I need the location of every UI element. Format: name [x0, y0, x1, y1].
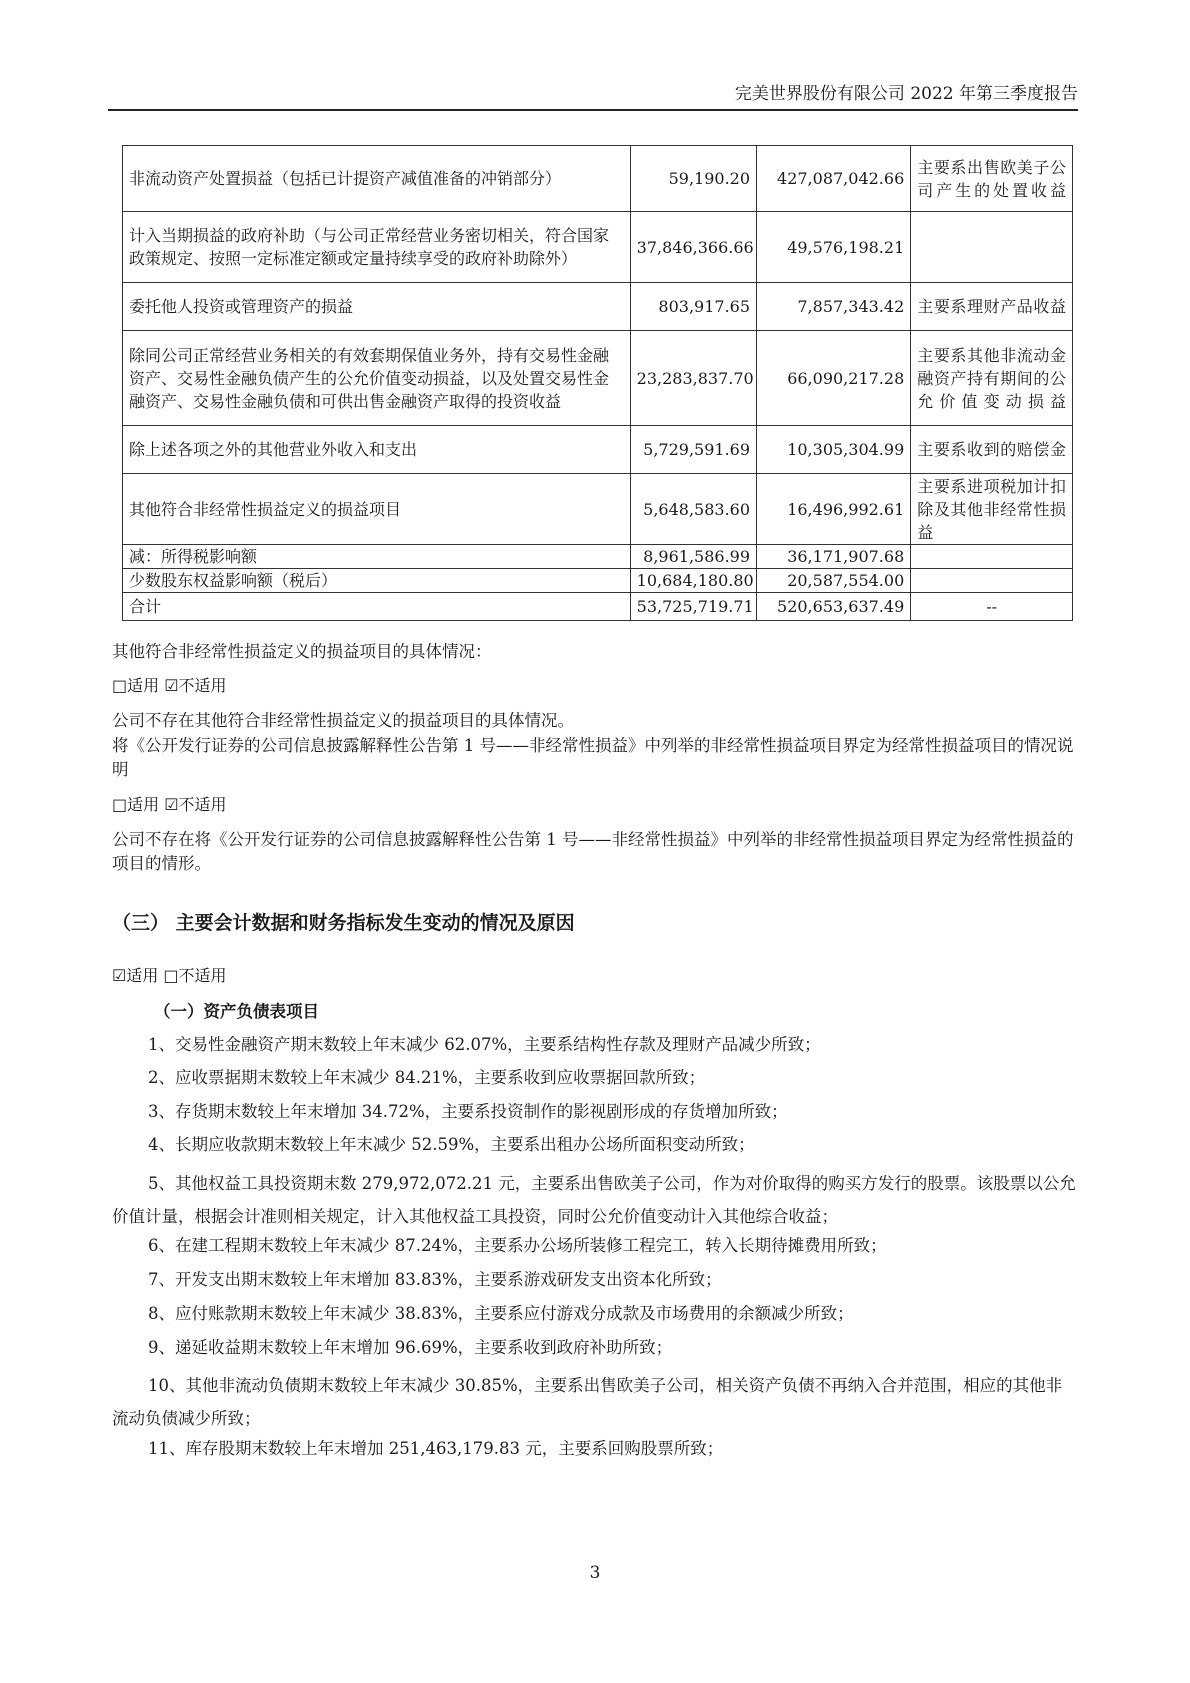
page-number: 3	[589, 1563, 601, 1583]
row-q3-value: 8,961,586.99	[630, 545, 756, 569]
list-item-text: 8、应付账款期末数较上年末减少 38.83%，主要系应付游戏分成款及市场费用的余额减少所致；	[148, 1304, 854, 1323]
table-row	[123, 212, 1073, 283]
row-q3-value: 10,684,180.80	[630, 569, 756, 593]
list-item	[112, 1302, 1077, 1326]
table-row	[123, 593, 1073, 621]
row-ytd-value: 20,587,554.00	[757, 569, 911, 593]
table-row	[123, 283, 1073, 331]
row-ytd-value: 16,496,992.61	[757, 474, 911, 545]
checkbox-line: ☑适用 □不适用	[112, 966, 227, 985]
list-item	[112, 1167, 1077, 1233]
list-item	[112, 1033, 1077, 1057]
table-row	[123, 426, 1073, 474]
row-note: 主要系收到的赔偿金	[911, 426, 1073, 474]
row-ytd-value: 7,857,343.42	[757, 283, 911, 331]
list-item-text: 6、在建工程期末数较上年末减少 87.24%，主要系办公场所装修工程完工，转入长期待摊费用所致；	[148, 1236, 887, 1255]
row-note: --	[911, 593, 1073, 621]
checkbox-line: □适用 ☑不适用	[112, 676, 227, 695]
row-item: 计入当期损益的政府补助（与公司正常经营业务密切相关，符合国家政策规定、按照一定标准定额或定量持续享受的政府补助除外）	[123, 212, 631, 283]
list-item	[112, 1234, 1077, 1258]
row-ytd-value: 36,171,907.68	[757, 545, 911, 569]
list-item-text: 10、其他非流动负债期末数较上年末减少 30.85%，主要系出售欧美子公司，相关资产负债不再纳入合并范围，相应的其他非流动负债减少所致；	[112, 1376, 1063, 1428]
row-q3-value: 37,846,366.66	[630, 212, 756, 283]
row-q3-value: 23,283,837.70	[630, 331, 756, 426]
list-item-text: 7、开发支出期末数较上年末增加 83.83%，主要系游戏研发支出资本化所致；	[148, 1270, 722, 1289]
list-item	[112, 1100, 1077, 1124]
table-row	[123, 545, 1073, 569]
table-row	[123, 146, 1073, 212]
row-item: 非流动资产处置损益（包括已计提资产减值准备的冲销部分）	[123, 146, 631, 212]
report-header: 完美世界股份有限公司 2022 年第三季度报告	[734, 84, 1078, 104]
row-note	[911, 569, 1073, 593]
subsection-heading: （一）资产负债表项目	[154, 1002, 319, 1021]
row-item: 其他符合非经常性损益定义的损益项目	[123, 474, 631, 545]
row-ytd-value: 520,653,637.49	[757, 593, 911, 621]
row-note	[911, 212, 1073, 283]
row-note: 主要系理财产品收益	[911, 283, 1073, 331]
row-item: 除上述各项之外的其他营业外收入和支出	[123, 426, 631, 474]
list-item-text: 3、存货期末数较上年末增加 34.72%，主要系投资制作的影视剧形成的存货增加所致；	[148, 1102, 788, 1121]
list-item-text: 11、库存股期末数较上年末增加 251,463,179.83 元，主要系回购股票所致；	[148, 1439, 724, 1458]
row-ytd-value: 66,090,217.28	[757, 331, 911, 426]
row-item: 除同公司正常经营业务相关的有效套期保值业务外，持有交易性金融资产、交易性金融负债产生的公允价值变动损益，以及处置交易性金融资产、交易性金融负债和可供出售金融资产取得的投资收益	[123, 331, 631, 426]
row-ytd-value: 49,576,198.21	[757, 212, 911, 283]
row-item: 委托他人投资或管理资产的损益	[123, 283, 631, 331]
row-q3-value: 5,729,591.69	[630, 426, 756, 474]
section-heading: （三） 主要会计数据和财务指标发生变动的情况及原因	[112, 912, 575, 934]
row-q3-value: 53,725,719.71	[630, 593, 756, 621]
header-rule	[108, 109, 1078, 111]
checkbox-line: □适用 ☑不适用	[112, 795, 227, 814]
row-note: 主要系出售欧美子公司产生的处置收益	[911, 146, 1073, 212]
list-item	[112, 1437, 1077, 1461]
row-q3-value: 5,648,583.60	[630, 474, 756, 545]
paragraph: 其他符合非经常性损益定义的损益项目的具体情况：	[112, 642, 492, 661]
non-recurring-items-table	[122, 145, 1073, 621]
row-item: 减：所得税影响额	[123, 545, 631, 569]
table-row	[123, 331, 1073, 426]
list-item	[112, 1268, 1077, 1292]
list-item	[112, 1066, 1077, 1090]
list-item	[112, 1336, 1077, 1360]
row-q3-value: 803,917.65	[630, 283, 756, 331]
row-item: 合计	[123, 593, 631, 621]
paragraph: 公司不存在其他符合非经常性损益定义的损益项目的具体情况。	[112, 711, 574, 730]
list-item-text: 2、应收票据期末数较上年末减少 84.21%，主要系收到应收票据回款所致；	[148, 1068, 706, 1087]
list-item	[112, 1369, 1077, 1435]
row-ytd-value: 427,087,042.66	[757, 146, 911, 212]
row-q3-value: 59,190.20	[630, 146, 756, 212]
list-item-text: 9、递延收益期末数较上年末增加 96.69%，主要系收到政府补助所致；	[148, 1338, 673, 1357]
paragraph: 公司不存在将《公开发行证券的公司信息披露解释性公告第 1 号——非经常性损益》中列举的非经常性损益项目界定为经常性损益的项目的情形。	[112, 830, 1074, 873]
table-row	[123, 569, 1073, 593]
table-row	[123, 474, 1073, 545]
row-note: 主要系进项税加计扣除及其他非经常性损益	[911, 474, 1073, 545]
list-item-text: 1、交易性金融资产期末数较上年末减少 62.07%，主要系结构性存款及理财产品减少所致；	[148, 1035, 821, 1054]
paragraph: 将《公开发行证券的公司信息披露解释性公告第 1 号——非经常性损益》中列举的非经常性损益项目界定为经常性损益项目的情况说明	[112, 736, 1074, 779]
list-item	[112, 1133, 1077, 1157]
row-item: 少数股东权益影响额（税后）	[123, 569, 631, 593]
row-note	[911, 545, 1073, 569]
list-item-text: 4、长期应收款期末数较上年末减少 52.59%，主要系出租办公场所面积变动所致；	[148, 1135, 755, 1154]
list-item-text: 5、其他权益工具投资期末数 279,972,072.21 元，主要系出售欧美子公司，作为对价取得的购买方发行的股票。该股票以公允价值计量，根据会计准则相关规定，计入其他权益工具投资，同时公允价值变动计入其他综合收益；	[112, 1174, 1076, 1226]
row-note: 主要系其他非流动金融资产持有期间的公允价值变动损益	[911, 331, 1073, 426]
row-ytd-value: 10,305,304.99	[757, 426, 911, 474]
